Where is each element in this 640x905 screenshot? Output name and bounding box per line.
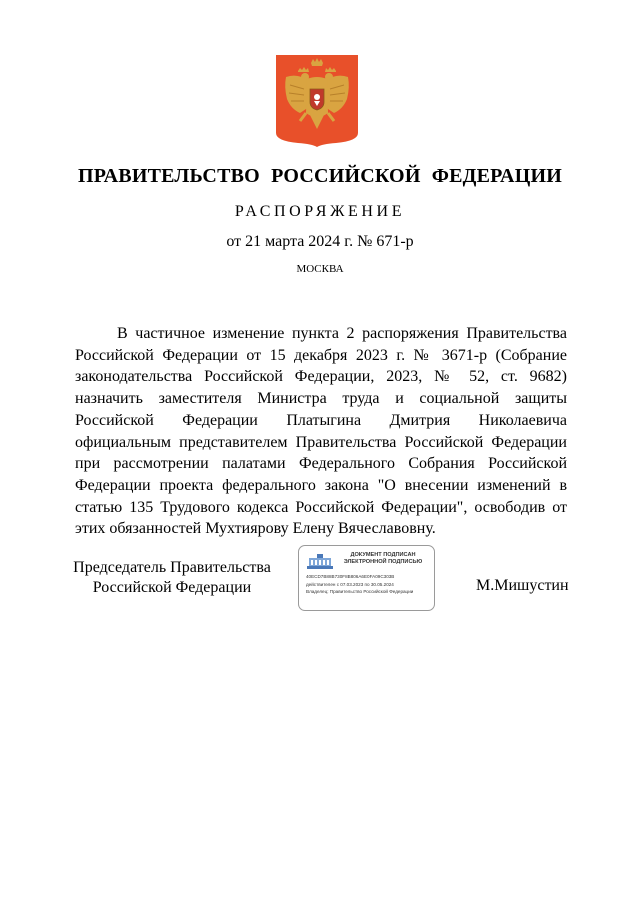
russian-coat-of-arms-icon <box>276 55 358 147</box>
signer-position-line-2: Российской Федерации <box>92 579 252 596</box>
stamp-owner: Владелец: Правительство Российской Федерации <box>306 589 414 594</box>
signer-name: М.Мишустин <box>476 577 569 594</box>
government-building-icon <box>305 552 335 570</box>
stamp-validity-period: действителен с 07.03.2023 по 30.05.2024 <box>306 582 394 587</box>
electronic-signature-stamp <box>298 545 435 611</box>
stamp-heading <box>333 552 433 566</box>
document-type: РАСПОРЯЖЕНИЕ <box>234 203 406 220</box>
government-title: ПРАВИТЕЛЬСТВО РОССИЙСКОЙ ФЕДЕРАЦИИ <box>78 165 562 187</box>
stamp-heading-line-2: ЭЛЕКТРОННОЙ ПОДПИСЬЮ <box>343 559 423 565</box>
document-city: МОСКВА <box>296 263 344 275</box>
signer-position-line-1: Председатель Правительства <box>73 559 271 576</box>
stamp-certificate-number: 40ECD7B88B730F8B806A6E0FA09C303B <box>306 574 395 579</box>
signer-position <box>70 558 274 598</box>
document-date-number: от 21 марта 2024 г. № 671-р <box>226 233 414 250</box>
order-paragraph: В частичное изменение пункта 2 распоряжения Правительства Российской Федерации от 15 декабря 2023 г. № 3671-р (Собрание законодательства Российской Федерации, 2023, № 52, ст. 9682) назначить заместителя Министра труда и социальной защиты Российской Федерации Платыгина Дмитрия Николаевича официальным представителем Правительства Российской Федерации при рассмотрении палатами Федерального Собрания Российской Федерации проекта федерального закона "О внесении изменений в статью 135 Трудового кодекса Российской Федерации", освободив от этих обязанностей Мухтиярову Елену Вячеславовну. <box>75 325 567 538</box>
stamp-heading-line-1: ДОКУМЕНТ ПОДПИСАН <box>350 552 416 558</box>
